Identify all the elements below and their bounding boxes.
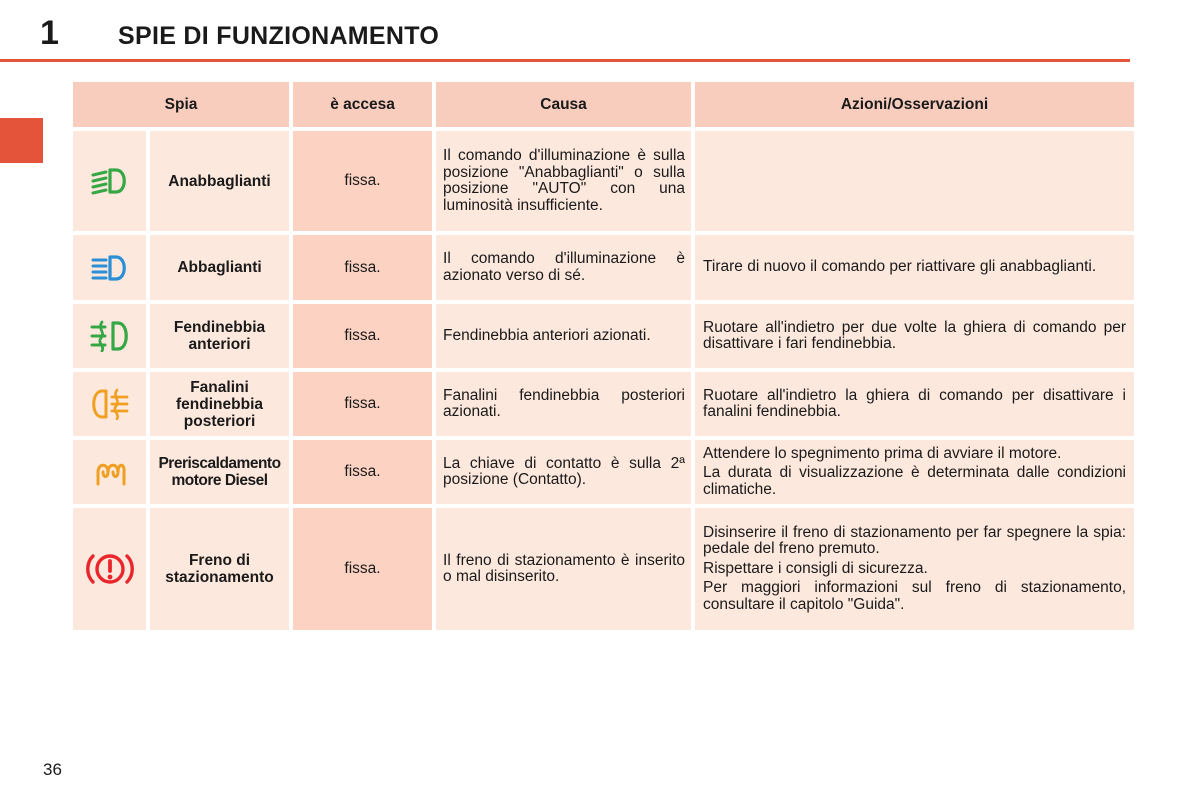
light-name: Fendinebbia anteriori — [150, 304, 289, 368]
light-cause — [436, 440, 691, 504]
light-state: fissa. — [293, 372, 432, 436]
light-cause — [436, 131, 691, 231]
table-row — [73, 304, 1134, 368]
light-actions — [695, 372, 1134, 436]
chapter-number: 1 — [40, 14, 59, 52]
rear-fog-lamp-icon — [73, 372, 146, 436]
cause-text: Fanalini fendinebbia posteriori azionati. — [443, 386, 686, 420]
light-cause — [436, 508, 691, 630]
front-fog-lamp-icon — [73, 304, 146, 368]
action-text: Attendere lo spegnimento prima di avviare il motore. — [703, 444, 1062, 462]
column-header-accesa: è accesa — [293, 82, 432, 127]
table-row — [73, 508, 1134, 630]
action-text: Ruotare all'indietro la ghiera di comando per disattivare i fanalini fendinebbia. — [703, 386, 1127, 420]
light-name: Preriscaldamento motore Diesel — [150, 440, 289, 504]
light-actions — [695, 440, 1134, 504]
light-actions — [695, 508, 1134, 630]
light-state: fissa. — [293, 235, 432, 300]
action-text: Ruotare all'indietro per due volte la ghiera di comando per disattivare i fari fendinebbia. — [703, 318, 1127, 352]
light-name: Anabbaglianti — [150, 131, 289, 231]
cause-text: Il freno di stazionamento è inserito o mal disinserito. — [443, 551, 686, 585]
page-title: SPIE DI FUNZIONAMENTO — [118, 22, 440, 50]
glow-plug-icon — [73, 440, 146, 504]
cause-text: Fendinebbia anteriori azionati. — [443, 326, 651, 344]
high-beam-headlamp-icon — [73, 235, 146, 300]
action-text: Rispettare i consigli di sicurezza. — [703, 559, 928, 577]
light-name: Abbaglianti — [150, 235, 289, 300]
cause-text: La chiave di contatto è sulla 2ª posizione (Contatto). — [443, 454, 686, 488]
light-actions — [695, 304, 1134, 368]
light-state: fissa. — [293, 304, 432, 368]
table-row — [73, 131, 1134, 231]
table-header-row — [73, 82, 1134, 127]
column-header-causa: Causa — [436, 82, 691, 127]
light-state: fissa. — [293, 440, 432, 504]
cause-text: Il comando d'illuminazione è sulla posizione "Anabbaglianti" o sulla posizione "AUTO" con una luminosità insufficiente. — [443, 147, 686, 214]
column-header-azioni: Azioni/Osservazioni — [695, 82, 1134, 127]
action-text: La durata di visualizzazione è determinata dalle condizioni climatiche. — [703, 464, 1127, 498]
table-row — [73, 372, 1134, 436]
action-text: Disinserire il freno di stazionamento per far spegnere la spia: pedale del freno premuto. — [703, 523, 1127, 558]
light-actions — [695, 131, 1134, 231]
column-header-spia: Spia — [73, 82, 289, 127]
table-row — [73, 440, 1134, 504]
title-rule — [0, 59, 1130, 62]
low-beam-headlamp-icon — [73, 131, 146, 231]
light-cause — [436, 304, 691, 368]
chapter-side-tab — [0, 118, 43, 163]
action-text: Per maggiori informazioni sul freno di stazionamento, consultare il capitolo "Guida". — [703, 579, 1127, 613]
light-name: Fanalini fendinebbia posteriori — [150, 372, 289, 436]
light-state: fissa. — [293, 131, 432, 231]
light-cause — [436, 235, 691, 300]
parking-brake-icon — [73, 508, 146, 630]
light-name: Freno di stazionamento — [150, 508, 289, 630]
light-state: fissa. — [293, 508, 432, 630]
table-row — [73, 235, 1134, 300]
page-number: 36 — [43, 760, 62, 779]
cause-text: Il comando d'illuminazione è azionato verso di sé. — [443, 250, 686, 284]
light-cause — [436, 372, 691, 436]
warning-lights-table — [69, 78, 1138, 634]
action-text: Tirare di nuovo il comando per riattivare gli anabbaglianti. — [703, 258, 1097, 276]
light-actions — [695, 235, 1134, 300]
